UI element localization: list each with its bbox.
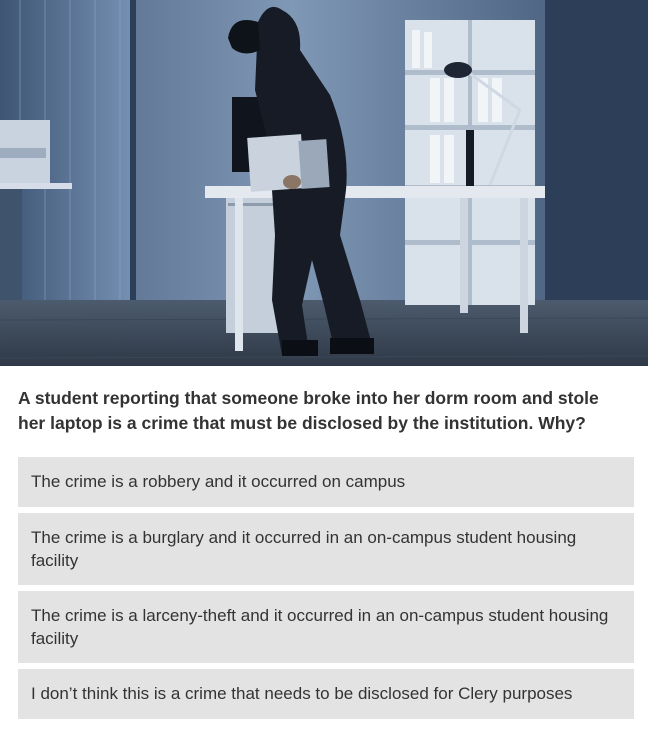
burglar-photo xyxy=(0,0,648,366)
question-text: A student reporting that someone broke into her dorm room and stole her laptop is a crime that must be disclosed by the institution. Why? xyxy=(18,388,599,433)
answer-option-larceny-theft[interactable]: The crime is a larceny-theft and it occurred in an on-campus student housing facility xyxy=(18,591,634,663)
answer-option-not-disclosed[interactable]: I don’t think this is a crime that needs to be disclosed for Clery purposes xyxy=(18,669,634,719)
answer-option-burglary[interactable]: The crime is a burglary and it occurred in an on-campus student housing facility xyxy=(18,513,634,585)
answer-option-robbery[interactable]: The crime is a robbery and it occurred on campus xyxy=(18,457,634,507)
answer-options xyxy=(0,457,648,719)
